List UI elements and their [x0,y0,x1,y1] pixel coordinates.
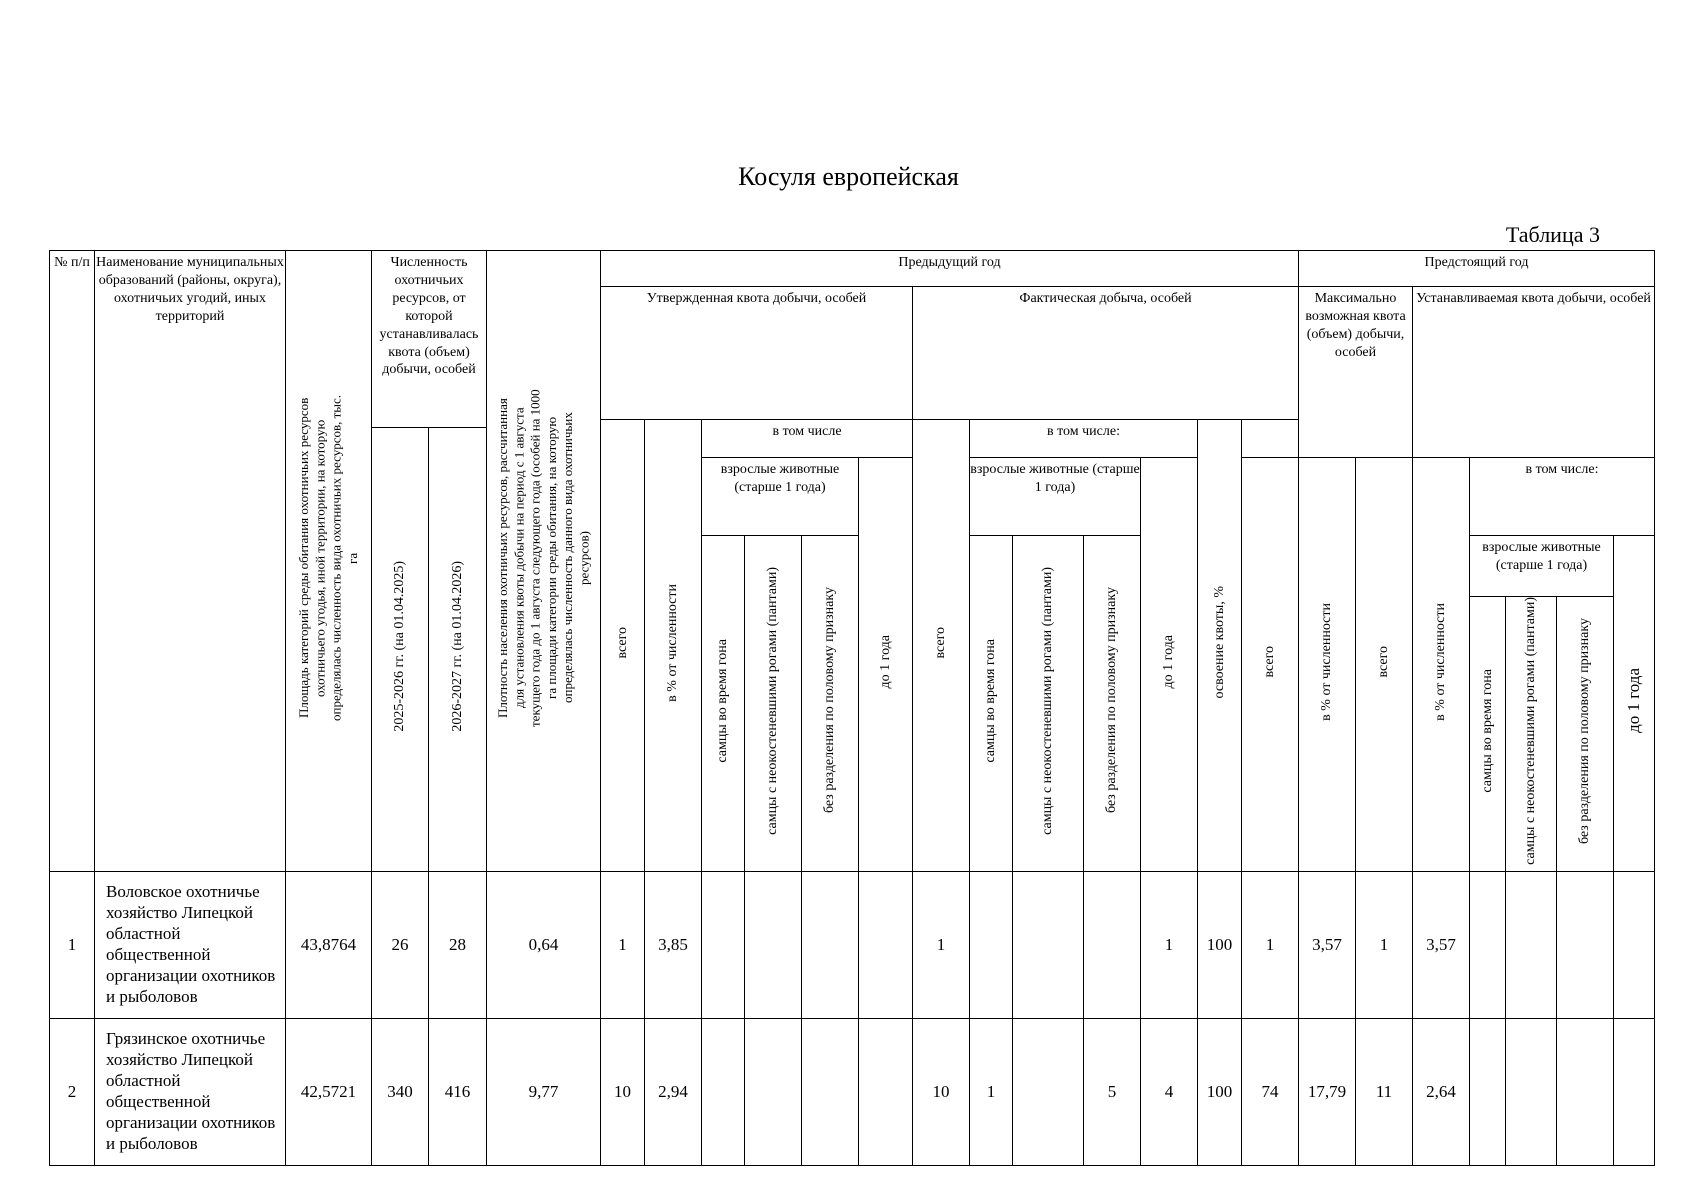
cell-mx-pct: 17,79 [1299,1018,1356,1165]
col-header-sq-under1: до 1 года [1614,536,1655,872]
col-header-sq-pct: в % от численности [1413,458,1470,872]
cell-ah-mastery: 100 [1198,1018,1242,1165]
cell-pop2026: 416 [429,1018,487,1165]
table-row [50,871,1655,1018]
cell-aq-nosex [802,1018,859,1165]
cell-ah-total: 10 [913,1018,970,1165]
col-header-sq-antlers: самцы с неокостеневшими рогами (пантами) [1506,597,1557,872]
col-header-area: Площадь категорий среды обитания охотничьих ресурсов охотничьего угодья, иной территории, на которую определялась численность вида охотничьих ресурсов, тыс. га [286,251,372,872]
cell-num: 1 [50,871,95,1018]
col-header-aq-nosex: без разделения по половому признаку [802,536,859,872]
cell-aq-total: 1 [601,871,645,1018]
cell-ah-rut: 1 [970,1018,1013,1165]
cell-aq-rut [702,871,745,1018]
col-header-sq-adults: взрослые животные (старше 1 года) [1470,536,1614,597]
cell-ah-under1: 4 [1141,1018,1198,1165]
document-title: Косуля европейская [738,162,959,191]
col-header-aq-incl: в том числе [702,420,913,458]
cell-sq-antlers [1506,871,1557,1018]
col-header-mx-pct: в % от численности [1299,458,1356,872]
col-header-ah-antlers: самцы с неокостеневшими рогами (пантами) [1013,536,1084,872]
cell-sq-rut [1470,1018,1506,1165]
cell-aq-pct: 3,85 [645,871,702,1018]
col-header-sq-nosex: без разделения по половому признаку [1557,597,1614,872]
col-header-aq-total: всего [601,420,645,872]
col-header-pop-2025: 2025-2026 гг. (на 01.04.2025) [372,428,429,872]
cell-aq-antlers [745,1018,802,1165]
col-header-density: Плотность населения охотничьих ресурсов, рассчитанная для установления квоты добычи на период с 1 августа текущего года до 1 августа следующего года (особей на 1000 га площади категории среды обитания, на которую определялась численность данного вида охотничьих ресурсов) [487,251,601,872]
col-header-actual-harvest: Фактическая добыча, особей [913,287,1299,420]
cell-aq-antlers [745,871,802,1018]
col-header-name: Наименование муниципальных образований (районы, округа), охотничьих угодий, иных территорий [95,251,286,872]
col-header-set-quota: Устанавливаемая квота добычи, особей [1413,287,1655,458]
cell-pop2025: 26 [372,871,429,1018]
cell-ah-mastery: 100 [1198,871,1242,1018]
col-header-aq-rut: самцы во время гона [702,536,745,872]
col-header-ah-under1: до 1 года [1141,458,1198,872]
col-header-ah-mastery: освоение квоты, % [1198,420,1242,872]
quota-table [49,250,1655,1166]
col-header-approved-quota: Утвержденная квота добычи, особей [601,287,913,420]
cell-ah-under1: 1 [1141,871,1198,1018]
cell-mx-total: 1 [1242,871,1299,1018]
col-header-ah-incl: в том числе: [970,420,1198,458]
col-header-population: Численность охотничьих ресурсов, от которой устанавливалась квота (объем) добычи, особей [372,251,487,428]
col-header-mx-total: всего [1242,458,1299,872]
cell-aq-rut [702,1018,745,1165]
cell-area: 42,5721 [286,1018,372,1165]
col-header-prev-year: Предыдущий год [601,251,1299,287]
cell-density: 0,64 [487,871,601,1018]
col-header-ah-rut: самцы во время гона [970,536,1013,872]
cell-aq-under1 [859,871,913,1018]
cell-aq-total: 10 [601,1018,645,1165]
cell-aq-nosex [802,871,859,1018]
cell-aq-pct: 2,94 [645,1018,702,1165]
col-header-aq-adults: взрослые животные (старше 1 года) [702,458,859,536]
cell-pop2026: 28 [429,871,487,1018]
table-label: Таблица 3 [1505,222,1600,247]
cell-mx-total: 74 [1242,1018,1299,1165]
cell-sq-pct: 2,64 [1413,1018,1470,1165]
cell-ah-nosex: 5 [1084,1018,1141,1165]
cell-aq-under1 [859,1018,913,1165]
col-header-num: № п/п [50,251,95,872]
cell-pop2025: 340 [372,1018,429,1165]
table-row [50,1018,1655,1165]
cell-sq-under1 [1614,1018,1655,1165]
cell-name: Грязинское охотничье хозяйство Липецкой областной общественной организации охотников и рыболовов [95,1018,286,1165]
cell-sq-nosex [1557,871,1614,1018]
col-header-ah-nosex: без разделения по половому признаку [1084,536,1141,872]
cell-sq-pct: 3,57 [1413,871,1470,1018]
col-header-ah-total: всего [913,420,970,872]
cell-ah-rut [970,871,1013,1018]
col-header-max-quota: Максимально возможная квота (объем) добычи, особей [1299,287,1413,458]
col-header-pop-2026: 2026-2027 гг. (на 01.04.2026) [429,428,487,872]
cell-name: Воловское охотничье хозяйство Липецкой областной общественной организации охотников и рыболовов [95,871,286,1018]
col-header-ah-adults: взрослые животные (старше 1 года) [970,458,1141,536]
cell-ah-total: 1 [913,871,970,1018]
col-header-next-year: Предстоящий год [1299,251,1655,287]
cell-sq-rut [1470,871,1506,1018]
cell-mx-pct: 3,57 [1299,871,1356,1018]
cell-ah-antlers [1013,871,1084,1018]
cell-num: 2 [50,1018,95,1165]
col-header-aq-antlers: самцы с неокостеневшими рогами (пантами) [745,536,802,872]
col-header-sq-total: всего [1356,458,1413,872]
col-header-sq-incl: в том числе: [1470,458,1655,536]
col-header-aq-pct: в % от численности [645,420,702,872]
cell-sq-total: 11 [1356,1018,1413,1165]
cell-area: 43,8764 [286,871,372,1018]
col-header-aq-under1: до 1 года [859,458,913,872]
cell-sq-antlers [1506,1018,1557,1165]
col-header-sq-rut: самцы во время гона [1470,597,1506,872]
cell-density: 9,77 [487,1018,601,1165]
cell-ah-antlers [1013,1018,1084,1165]
cell-sq-nosex [1557,1018,1614,1165]
cell-sq-under1 [1614,871,1655,1018]
cell-sq-total: 1 [1356,871,1413,1018]
cell-ah-nosex [1084,871,1141,1018]
